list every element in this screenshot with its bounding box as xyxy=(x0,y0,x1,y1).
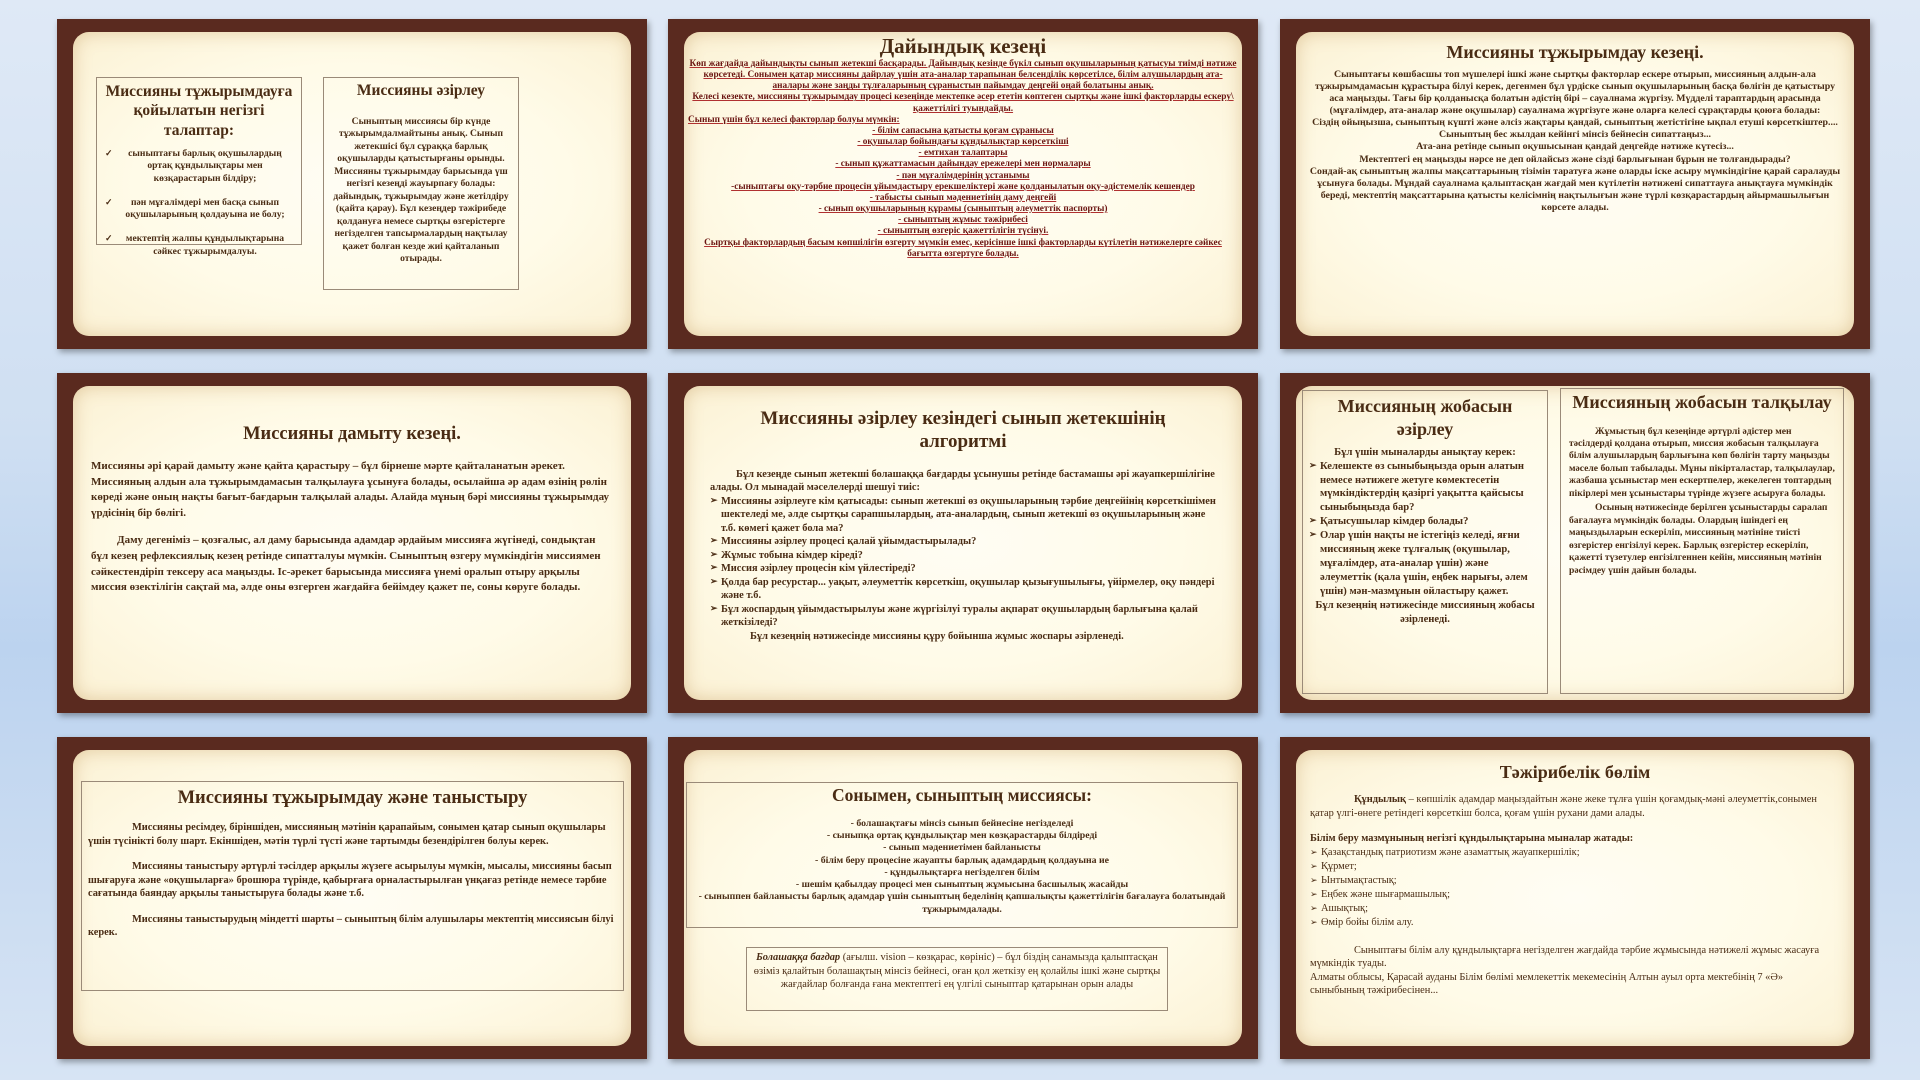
discussion-box xyxy=(1560,388,1844,694)
formulation-paragraph: Мектептегі ең маңызды нәрсе не деп ойлайсыз және сізді барлығынан бұрын не толғандырады? xyxy=(1359,153,1791,165)
list-item: - болашақтағы мінсіз сынып бейнесіне негізделеді xyxy=(850,818,1074,829)
slide-requirements[interactable] xyxy=(57,19,647,349)
slide-draft[interactable] xyxy=(1280,373,1870,713)
slide-paper xyxy=(684,32,1242,336)
list-item: - білім беру процесіне жауапты барлық адамдардың қолдауына ие xyxy=(814,854,1109,866)
formulation-paragraph: Ата-ана ретінде сынып оқушысынан қандай деңгейде нәтиже күтесіз... xyxy=(1416,141,1734,153)
formulation-title: Миссияны тұжырымдау кезеңі. xyxy=(1446,42,1704,62)
list-item: ➢ Ашықтық; xyxy=(1310,902,1840,916)
preparation-intro: Көп жағдайда дайындықты сынып жетекші басқарады. Дайындық кезінде бүкіл сынып оқушыларының қатысуы тиімді нәтиже көрсетеді. Сонымен қатар миссияны дайрлау үшін ата-аналар тарапынан белсенділік көрсетілсе, білім алушылардың ата-аналары және заңды тұлғаларының сұраныстын пайымдау деңгейі оңай болатыны анық. xyxy=(689,59,1237,92)
algorithm-outro: Бұл кезеңнің нәтижесінде миссияны құру бойынша жұмыс жоспары әзірленеді. xyxy=(750,630,1124,642)
slide-paper xyxy=(1296,32,1854,336)
requirements-title: Миссияны тұжырымдауға қойылатын негізгі талаптар: xyxy=(105,83,293,139)
list-item: ✓ мектептің жалпы құндылықтарына сәйкес тұжырымдалуы. xyxy=(105,233,293,258)
requirements-list xyxy=(105,148,293,258)
list-item: ➢ Қолда бар ресурстар... уақыт, әлеуметтік көрсеткіш, оқушылар қызығушылығы, үйірмелер, оқу пәндері және т.б. xyxy=(710,576,1216,603)
list-item: ➢ Қазақстандық патриотизм және азаматтық жауапкершілік; xyxy=(1310,846,1840,860)
development-box xyxy=(323,77,519,290)
list-item: ✓ пән мұғалімдері мен басқа сынып оқушыларының қолдауына ие болу; xyxy=(105,197,293,222)
list-item: - сынып оқушыларының құрамы (сыныптың әлеуметтік паспорты) xyxy=(818,204,1108,215)
list-item: - сыныптың өзгеріс қажеттілігін түсінуі. xyxy=(877,226,1049,237)
vision-note xyxy=(753,951,1161,992)
slide-paper xyxy=(73,386,631,700)
class-mission-box xyxy=(686,782,1238,928)
list-item: ➢ Ынтымақтастық; xyxy=(1310,874,1840,888)
slide-paper xyxy=(73,750,631,1046)
value-term: Құндылық xyxy=(1354,794,1407,805)
list-item: ➢ Миссияны әзірлеуге кім қатысады: сынып жетекші өз оқушыларының тәрбие деңгейінің көрсеткішімен шектеледі ме, әлде сыртқы сарапшылардың, ата-аналардың, сынып жетекші өз оқушыларының және т.б. көмегі қажет бола ма? xyxy=(710,495,1216,536)
list-item: - емтихан талаптары xyxy=(918,148,1008,159)
slide-development-stage[interactable] xyxy=(57,373,647,713)
list-item: ➢ Келешекте өз сыныбыңызда орын алатын немесе нәтижеге жетуге көмектесетін мүмкіндіктердің қазіргі уақытта қайсысы сыныбыңызда бар? xyxy=(1309,460,1541,516)
development-title: Миссияны әзірлеу xyxy=(356,82,486,99)
slide-practical[interactable] xyxy=(1280,737,1870,1059)
draft-list xyxy=(1309,460,1541,600)
presentation-title: Миссияны тұжырымдау және таныстыру xyxy=(177,788,528,808)
list-item: - сыныппен байланысты барлық адамдар үшін сыныптың беделінің қапшалықты қажеттілігін бағалауға болатындай тұжырымдалады. xyxy=(698,891,1226,915)
presentation-p3: Миссияны таныстырудың міндетті шарты – сыныптың білім алушылары мектептің миссиясын білуі керек. xyxy=(88,913,614,939)
slide-paper xyxy=(1296,750,1854,1046)
list-item: - сынып құжаттамасын дайындау ережелері мен нормалары xyxy=(835,159,1091,170)
class-mission-title: Сонымен, сыныптың миссиясы: xyxy=(832,785,1092,805)
list-item: - білім сапасына қатысты қоғам сұранысы xyxy=(872,125,1054,136)
list-item: ➢ Еңбек және шығармашылық; xyxy=(1310,888,1840,902)
slide-formulation[interactable] xyxy=(1280,19,1870,349)
development-stage-title: Миссияны дамыту кезеңі. xyxy=(243,424,461,444)
vision-text: (ағылш. vision – көзқарас, көрініс) – бұл біздің санамызда қалыптасқан өзіміз қалайтын болашақтың мінсіз бейнесі, оған қол жеткізу ең қолайлы ішкі және сыртқы жағдайлар болғанда ғана мектептегі ең үлгілі сыныптар қатарынан орын алады xyxy=(753,952,1161,991)
development-stage-p2: Даму дегеніміз – қозғалыс, ал даму барысында адамдар әрдайым миссияға жүгінеді, сондықтан бұл кезең рефлексиялық кезең ретінде сипатталуы мүмкін. Сыныптың өзгеру мүмкіндігін миссиямен сәйкестендіріп тексеру аса маңызды. Іс-әрекет барысында миссияға үнемі оралып отыру арқылы миссия өзектілігін сақтай ма, әлде оны өзгерген жағдайға бейімдеу қажет пе, соны көруге болады. xyxy=(91,534,601,594)
draft-box xyxy=(1302,390,1548,694)
practical-title: Тәжірибелік бөлім xyxy=(1499,762,1651,782)
preparation-lead: Сынып үшін бұл келесі факторлар болуы мүмкін: xyxy=(688,114,900,125)
preparation-next: Келесі кезекте, миссияны тұжырымдау процесі кезеңінде мектепке әсер ететін көптеген сыртқы және ішкі факторларды ескеру\ қажеттілігі туындайды. xyxy=(692,92,1234,114)
list-item: ➢ Миссияны әзірлеу процесі қалай ұйымдастырылады? xyxy=(710,535,1216,549)
list-item: -сыныптағы оқу-тәрбие процесін ұйымдастыру ерекшеліктері және қолданылатын оқу-әдістемелік кешендер xyxy=(731,181,1195,192)
slide-paper xyxy=(73,32,631,336)
slide-algorithm[interactable] xyxy=(668,373,1258,713)
list-item: ➢ Өмір бойы білім алу. xyxy=(1310,916,1840,930)
list-item: - сынып мәдениетімен байланысты xyxy=(883,842,1041,854)
value-text: – көпшілік адамдар маңыздайтын және жеке тұлға үшін қоғамдық-мәні әлеуметтік,сонымен қатар үлгі-өнеге ретіндегі көрсеткіш болса, қоғам үшін рухани дами алады. xyxy=(1310,794,1817,819)
list-item: ✓ сыныптағы барлық оқушылардың ортақ құндылықтары мен көзқарастарын білдіру; xyxy=(105,148,293,185)
development-text: Сыныптың миссиясы бір күнде тұжырымдалмайтыны анық. Сынып жетекшісі бұл сұраққа барлық оқушыларды қатыстырғаны орынды. Миссияны тұжырымдау барысында үш негізгі кезеңді жауырпағу болады: дайындық, тұжырымдау және жетілдіру (қайта қарау). Бұл кезеңдер тәжірибеде қолдануға немесе сыртқы өзгерістерге негізделген тапсырмалардың нақтылау қажет болған кезде жиі қайталанып отырады. xyxy=(333,116,509,265)
slide-class-mission[interactable] xyxy=(668,737,1258,1059)
values-list xyxy=(1310,846,1840,930)
presentation-p1: Миссияны ресімдеу, біріншіден, миссияның мәтінін қарапайым, сонымен қатар сынып оқушылары үшін түсінікті болу шарт. Екіншіден, мәтін түрлі түсті және тартымды безендірілген болуы керек. xyxy=(88,822,606,847)
formulation-paragraph: Сыныптың бес жылдан кейінгі мінсіз бейнесін сипаттаңыз... xyxy=(1438,129,1712,141)
practical-p1 xyxy=(1310,793,1840,820)
list-item: ➢ Құрмет; xyxy=(1310,860,1840,874)
vision-note-box xyxy=(746,947,1168,1011)
preparation-body xyxy=(688,59,1238,260)
algorithm-intro: Бұл кезеңде сынып жетекші болашаққа бағдарды ұсынушы ретінде бастамашы әрі жауапкершілігіне алады. Ол мынадай мәселелерді шешуі тиіс: xyxy=(710,468,1215,494)
practical-lead: Білім беру мазмұнының негізгі құндылықтарына мыналар жатады: xyxy=(1310,833,1634,845)
vision-term: Болашаққа бағдар xyxy=(756,952,841,963)
formulation-paragraph: Сондай-ақ сыныптың жалпы мақсаттарының тізімін таратуға және оларды іске асыру мүмкіндігіне қарай саралауды ұсынуға болады. Мұндай сауалнама қалыптасқан жағдай мен күтілетін нәтижені сипаттауға анықтауға мүмкіндік береді, мектептің мақсаттарына қатысты келісімнің нақтылығын және түрлі көзқарастардың айырмашылығын көрсете алады. xyxy=(1309,165,1841,213)
list-item: ➢ Миссия әзірлеу процесін кім үйлестіреді? xyxy=(710,562,1216,576)
list-item: ➢ Қатысушылар кімдер болады? xyxy=(1309,515,1541,529)
preparation-title: Дайындық кезеңі xyxy=(879,34,1047,58)
list-item: - сыныпқа ортақ құндылықтар мен көзқарастарды білдіреді xyxy=(826,830,1098,842)
slide-preparation[interactable] xyxy=(668,19,1258,349)
formulation-paragraph: Сіздің ойыңызша, сыныптың күшті және әлсіз жақтары қандай, сыныптың жетістігіне ықпал етуші көрсеткіштер.... xyxy=(1312,117,1838,129)
presentation-box xyxy=(81,781,624,991)
draft-outro: Бұл кезеңнің нәтижесінде миссияның жобасы әзірленеді. xyxy=(1315,600,1535,625)
requirements-box xyxy=(96,77,302,257)
list-item: ➢ Бұл жоспардың ұйымдастырылуы және жүргізілуі туралы ақпарат оқушылардың барлығына қалай жеткізіледі? xyxy=(710,603,1216,630)
class-mission-list xyxy=(693,818,1231,916)
list-item: - сыныптың жұмыс тәжірибесі xyxy=(898,215,1028,226)
practical-p2: Сыныптағы білім алу құндылықтарға негізделген жағдайда тәрбие жұмысында нәтижелі жұмыс жасауға мүмкіндік туады. xyxy=(1310,944,1820,970)
list-item: - шешім қабылдау процесі мен сыныптың жұмысына басшылық жасайды xyxy=(795,879,1129,891)
slide-paper xyxy=(684,750,1242,1046)
algorithm-list xyxy=(710,495,1216,630)
formulation-paragraph: Сыныптағы көшбасшы топ мүшелері ішкі және сыртқы факторлар ескере отырып, миссияның алдын-ала тұжырымдамасын құрастыра білуі керек, дегенмен бұл үрдіске сынып оқушыларының басқа бөлігін де қатыстыру аса маңызды. Тағы бір қолданысқа болатын әдістің бірі – сауалнама жүргізу. Мүдделі тараптардың арасында (мұғалімдер, ата-аналар және оқушылар) сауалнама жүргізуге және оларға келесі сұрақтарды қоюға болады: xyxy=(1314,69,1836,117)
draft-lead: Бұл үшін мыналарды анықтау керек: xyxy=(1334,447,1516,458)
preparation-outro: Сыртқы факторлардың басым көпшілігін өзгерту мүмкін емес, керісінше ішкі факторларды күтілетін нәтижелерге сәйкес бағытта өзгертуге болады. xyxy=(704,237,1222,259)
algorithm-title: Миссияны әзірлеу кезіндегі сынып жетекшінің алгоритмі xyxy=(760,408,1166,452)
list-item: ➢ Жұмыс тобына кімдер кіреді? xyxy=(710,549,1216,563)
discussion-p1: Жұмыстың бұл кезеңінде әртүрлі әдістер мен тәсілдерді қолдана отырып, миссия жобасын талқылауға білім алушылардың барлығына көп бөлігін тарту маңызды мәселе болып табылады. Мұны пікірталастар, талқылаулар, жазбаша ұсыныстар мен ескертпелер, жекелеген топтардың пікірлері мен ұсыныстары түрінде жүзеге асыруға болады. xyxy=(1569,425,1835,499)
practical-p3: Алматы облысы, Қарасай ауданы Білім бөлімі мемлекеттік мекемесінің Алтын ауыл орта мектебінің 7 «Ә» сыныбының тәжірибесінен... xyxy=(1310,971,1784,997)
list-item: - пән мұғалімдерінің ұстанымы xyxy=(896,170,1030,181)
discussion-title: Миссияның жобасын талқылау xyxy=(1572,392,1832,412)
list-item: - құндылықтарға негізделген білім xyxy=(884,866,1040,878)
list-item: ➢ Олар үшін нақты не істегіңіз келеді, яғни миссияның жеке тұлғалық (оқушылар, мұғалімдер, ата-аналар үшін) және әлеуметтік (қала үшін, еңбек нарығы, әлем үшін) мән-мазмұнын ойластыру қажет. xyxy=(1309,529,1541,599)
development-stage-p1: Миссияны әрі қарай дамыту және қайта қарастыру – бұл бірнеше мәрте қайталанатын әрекет. Миссияның алдын ала тұжырымдамасын талқылауға ұсынуға болады, осылайша әр адам өзінің рөлін көреді және оның нақты бағыт-бағдарын талқылай алады. Алайда мұның бәрі миссияны тұжырымдау үрдісінің бір бөлігі. xyxy=(91,460,610,519)
discussion-p2: Осының нәтижесінде берілген ұсыныстарды саралап бағалауға мүмкіндік болады. Олардың ішіндегі ең маңыздыларын ескеріліп, миссияның мәтініне тиісті өзгерістер енгізілуі керек. Барлық өзгерістер ескеріліп, қажетті түзетулер енгізілгеннен кейін, миссияның мәтінін рәсімдеу үшін дайын болады. xyxy=(1569,502,1828,576)
slide-presentation[interactable] xyxy=(57,737,647,1059)
formulation-body xyxy=(1308,69,1842,214)
draft-title: Миссияның жобасын әзірлеу xyxy=(1337,396,1513,439)
list-item: - табысты сынып мәдениетінің даму деңгейі xyxy=(869,192,1057,203)
slide-paper xyxy=(1296,386,1854,700)
list-item: - оқушылар бойындағы құндылықтар көрсеткіші xyxy=(857,137,1069,148)
presentation-p2: Миссияны таныстыру әртүрлі тәсілдер арқылы жүзеге асырылуы мүмкін, мысалы, миссияны басып шығаруға және «оқушыларға» брошюра түрінде, қабырғаға орналастырылған үнқағаз ретінде немесе тәрбие сағатында баяндау арқылы таныстыруға болады және т.б. xyxy=(88,861,612,900)
slide-paper xyxy=(684,386,1242,700)
